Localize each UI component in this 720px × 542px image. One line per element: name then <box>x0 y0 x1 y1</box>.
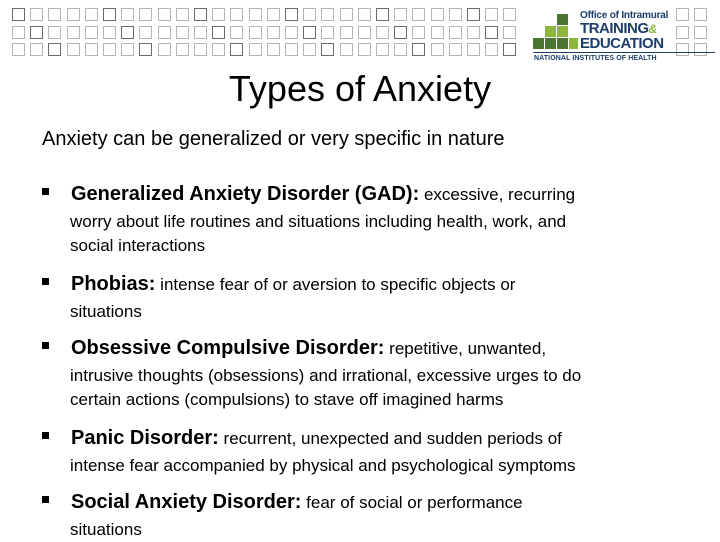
logo-divider <box>533 52 715 53</box>
pattern-square <box>267 8 280 21</box>
bullet-continuation-line: worry about life routines and situations including health, work, and <box>70 212 567 231</box>
pattern-square <box>194 26 207 39</box>
pattern-square <box>176 26 189 39</box>
pattern-square <box>139 43 152 56</box>
pattern-square <box>321 43 334 56</box>
pattern-square <box>358 8 371 21</box>
bullet-term: Panic Disorder: <box>71 427 219 449</box>
pattern-square <box>267 43 280 56</box>
pattern-square <box>103 26 116 39</box>
pattern-square <box>48 26 61 39</box>
pattern-square <box>431 26 444 39</box>
pattern-square <box>321 8 334 21</box>
bullet-continuation-line: intrusive thoughts (obsessions) and irrational, excessive urges to do <box>70 366 582 385</box>
pattern-square <box>12 43 25 56</box>
pattern-square <box>412 43 425 56</box>
pattern-square <box>467 8 480 21</box>
pattern-square <box>376 8 389 21</box>
bullet-continuation-line: certain actions (compulsions) to stave off imagined harms <box>70 390 504 409</box>
pattern-square <box>103 8 116 21</box>
pattern-square <box>249 43 262 56</box>
pattern-square <box>285 43 298 56</box>
bullet-first-line <box>71 490 523 516</box>
slide-title <box>0 68 720 110</box>
pattern-square <box>230 26 243 39</box>
bullet-continuation-line: situations <box>70 520 142 539</box>
bullet-first-line <box>71 336 546 362</box>
pattern-square <box>139 8 152 21</box>
pattern-square <box>48 43 61 56</box>
square-bullet-icon <box>42 342 49 349</box>
pattern-square <box>212 26 225 39</box>
pattern-square <box>158 43 171 56</box>
pattern-square <box>85 26 98 39</box>
pattern-square <box>503 8 516 21</box>
pattern-square <box>340 43 353 56</box>
pattern-square <box>48 8 61 21</box>
pattern-square <box>67 26 80 39</box>
pattern-square <box>394 26 407 39</box>
bullet-continuation-line: social interactions <box>70 236 206 255</box>
pattern-square <box>412 26 425 39</box>
logo-block <box>545 26 556 37</box>
pattern-square <box>103 43 116 56</box>
pattern-square <box>358 26 371 39</box>
training-education-logo <box>533 8 715 66</box>
bullet-term: Phobias: <box>71 273 156 295</box>
pattern-square <box>158 26 171 39</box>
pattern-square <box>85 8 98 21</box>
bullet-description: excessive, recurring <box>419 185 576 204</box>
pattern-square <box>431 43 444 56</box>
pattern-square <box>176 43 189 56</box>
logo-block <box>569 38 578 49</box>
bullet-continuation-line: intense fear accompanied by physical and psychological symptoms <box>70 456 576 475</box>
pattern-square <box>449 26 462 39</box>
pattern-square <box>67 43 80 56</box>
pattern-square <box>467 26 480 39</box>
pattern-square <box>139 26 152 39</box>
pattern-square <box>394 8 407 21</box>
pattern-square <box>30 8 43 21</box>
logo-block <box>545 38 556 49</box>
logo-ampersand: & <box>648 22 657 36</box>
pattern-square <box>285 8 298 21</box>
pattern-square <box>249 26 262 39</box>
square-bullet-icon <box>42 496 49 503</box>
pattern-square <box>121 43 134 56</box>
pattern-square <box>230 8 243 21</box>
pattern-square <box>194 8 207 21</box>
pattern-square <box>449 8 462 21</box>
pattern-square <box>121 26 134 39</box>
logo-block <box>557 26 568 37</box>
logo-training-text: TRAINING <box>580 20 649 37</box>
bullet-term: Obsessive Compulsive Disorder: <box>71 337 385 359</box>
bullet-description: repetitive, unwanted, <box>384 339 547 358</box>
bullet-description: recurrent, unexpected and sudden periods of <box>218 429 562 448</box>
pattern-square <box>85 43 98 56</box>
bullet-first-line <box>71 272 515 298</box>
pattern-square <box>340 8 353 21</box>
pattern-square <box>267 26 280 39</box>
square-bullet-icon <box>42 278 49 285</box>
square-bullet-icon <box>42 188 49 195</box>
bullet-continuation-line: situations <box>70 302 142 321</box>
pattern-square <box>12 8 25 21</box>
pattern-square <box>30 26 43 39</box>
bullet-description: fear of social or performance <box>301 493 523 512</box>
logo-block <box>533 38 544 49</box>
pattern-square <box>303 43 316 56</box>
pattern-square <box>503 43 516 56</box>
pattern-square <box>176 8 189 21</box>
logo-line-4: NATIONAL INSTITUTES OF HEALTH <box>534 55 657 62</box>
pattern-square <box>376 26 389 39</box>
bullet-term: Social Anxiety Disorder: <box>71 491 302 513</box>
pattern-square <box>485 43 498 56</box>
logo-line-3: EDUCATION <box>580 35 664 52</box>
pattern-square <box>467 43 480 56</box>
pattern-square <box>503 26 516 39</box>
pattern-square <box>321 26 334 39</box>
slide-title-text: Types of Anxiety <box>228 68 492 109</box>
pattern-square <box>230 43 243 56</box>
pattern-square <box>303 26 316 39</box>
pattern-square <box>412 8 425 21</box>
pattern-square <box>485 8 498 21</box>
pattern-square <box>449 43 462 56</box>
pattern-square <box>358 43 371 56</box>
logo-line-1: Office of Intramural <box>580 10 669 21</box>
bullet-first-line <box>71 182 575 208</box>
square-bullet-icon <box>42 432 49 439</box>
pattern-square <box>485 26 498 39</box>
logo-block <box>557 14 568 25</box>
pattern-square <box>12 26 25 39</box>
pattern-square <box>158 8 171 21</box>
pattern-square <box>340 26 353 39</box>
pattern-square <box>212 43 225 56</box>
bullet-description: intense fear of or aversion to specific objects or <box>155 275 516 294</box>
pattern-square <box>212 8 225 21</box>
pattern-square <box>30 43 43 56</box>
bullet-first-line <box>71 426 562 452</box>
pattern-square <box>431 8 444 21</box>
pattern-square <box>249 8 262 21</box>
pattern-square <box>285 26 298 39</box>
pattern-square <box>121 8 134 21</box>
pattern-square <box>67 8 80 21</box>
slide-intro: Anxiety can be generalized or very specific in nature <box>42 128 505 150</box>
bullet-term: Generalized Anxiety Disorder (GAD): <box>71 183 420 205</box>
pattern-square <box>394 43 407 56</box>
logo-block <box>557 38 568 49</box>
pattern-square <box>303 8 316 21</box>
pattern-square <box>376 43 389 56</box>
pattern-square <box>194 43 207 56</box>
